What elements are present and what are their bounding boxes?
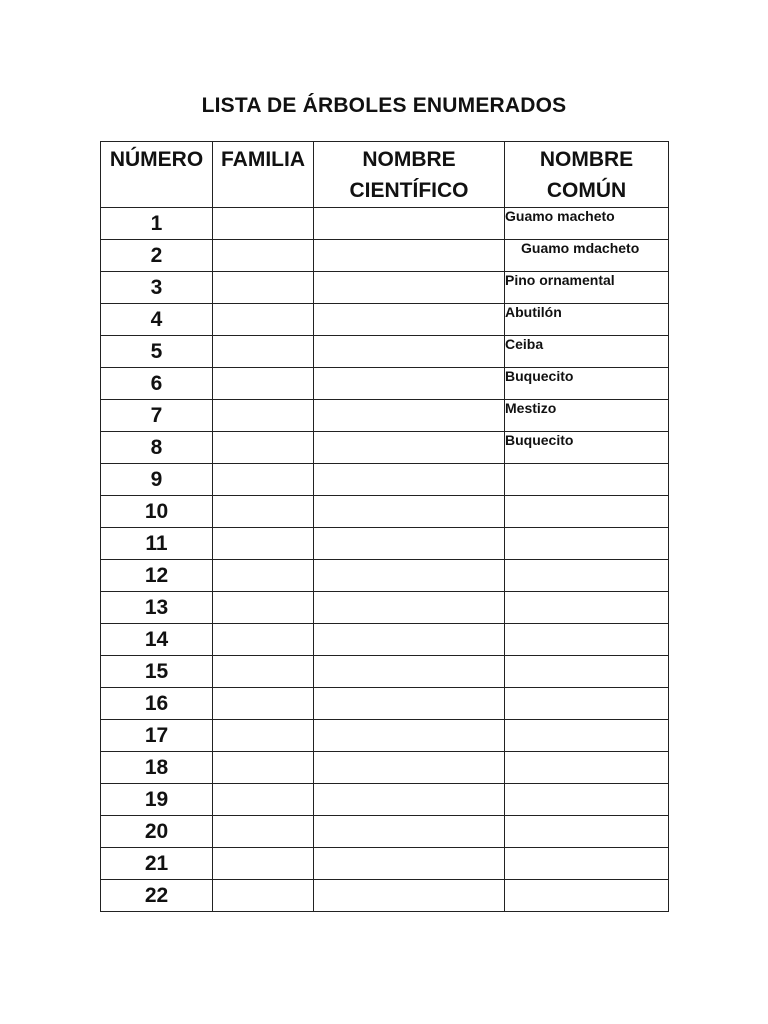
nombre-cientifico-cell [314,432,505,464]
page-title: LISTA DE ÁRBOLES ENUMERADOS [201,94,567,117]
table-row [101,880,669,912]
nombre-cientifico-cell [314,240,505,272]
numero-cell: 17 [101,720,213,752]
numero-cell: 10 [101,496,213,528]
nombre-cientifico-cell [314,720,505,752]
table-row [101,304,669,336]
nombre-cientifico-cell [314,304,505,336]
nombre-comun-cell: Guamo macheto [505,208,669,240]
nombre-comun-cell: Buquecito [505,432,669,464]
nombre-cientifico-cell [314,496,505,528]
header-nombre-comun-line1: NOMBRE [539,148,634,171]
familia-cell [213,496,314,528]
table-body [101,208,669,912]
table-row [101,848,669,880]
familia-cell [213,528,314,560]
familia-cell [213,336,314,368]
nombre-comun-cell [505,784,669,816]
numero-cell: 7 [101,400,213,432]
nombre-cientifico-cell [314,208,505,240]
table-row [101,368,669,400]
table-row [101,624,669,656]
nombre-comun-cell [505,816,669,848]
nombre-cientifico-cell [314,688,505,720]
table-row [101,336,669,368]
header-nombre-cientifico [314,142,505,208]
nombre-cientifico-cell [314,560,505,592]
table-row [101,752,669,784]
nombre-comun-cell: Pino ornamental [505,272,669,304]
numero-cell: 6 [101,368,213,400]
table-row [101,400,669,432]
table-row [101,272,669,304]
nombre-comun-cell [505,624,669,656]
header-nombre-cientifico-line1: NOMBRE [362,148,456,171]
nombre-cientifico-cell [314,336,505,368]
header-nombre-cientifico-line2: CIENTÍFICO [349,179,469,202]
numero-cell: 14 [101,624,213,656]
numero-cell: 1 [101,208,213,240]
nombre-cientifico-cell [314,848,505,880]
numero-cell: 5 [101,336,213,368]
familia-cell [213,560,314,592]
table-row [101,592,669,624]
familia-cell [213,656,314,688]
numero-cell: 20 [101,816,213,848]
familia-cell [213,208,314,240]
table-row [101,720,669,752]
familia-cell [213,624,314,656]
familia-cell [213,592,314,624]
familia-cell [213,240,314,272]
header-familia: FAMILIA [213,142,314,208]
familia-cell [213,784,314,816]
nombre-comun-cell [505,528,669,560]
nombre-comun-cell: Abutilón [505,304,669,336]
header-nombre-comun-line2: COMÚN [546,179,627,202]
familia-cell [213,464,314,496]
table-row [101,816,669,848]
familia-cell [213,304,314,336]
numero-cell: 16 [101,688,213,720]
numero-cell: 12 [101,560,213,592]
table-row [101,208,669,240]
familia-cell [213,816,314,848]
numero-cell: 9 [101,464,213,496]
nombre-cientifico-cell [314,880,505,912]
nombre-cientifico-cell [314,464,505,496]
familia-cell [213,400,314,432]
numero-cell: 8 [101,432,213,464]
numero-cell: 2 [101,240,213,272]
nombre-cientifico-cell [314,656,505,688]
nombre-comun-cell [505,464,669,496]
table-row [101,496,669,528]
numero-cell: 11 [101,528,213,560]
nombre-comun-cell [505,496,669,528]
nombre-comun-cell [505,880,669,912]
numero-cell: 4 [101,304,213,336]
nombre-comun-cell: Guamo mdacheto [505,240,669,272]
familia-cell [213,368,314,400]
numero-cell: 3 [101,272,213,304]
nombre-comun-cell: Ceiba [505,336,669,368]
table-row [101,656,669,688]
familia-cell [213,752,314,784]
nombre-cientifico-cell [314,816,505,848]
numero-cell: 15 [101,656,213,688]
familia-cell [213,272,314,304]
nombre-comun-cell [505,752,669,784]
nombre-comun-cell [505,688,669,720]
table-row [101,432,669,464]
nombre-cientifico-cell [314,592,505,624]
nombre-comun-cell [505,656,669,688]
numero-cell: 19 [101,784,213,816]
table-row [101,560,669,592]
header-nombre-comun [505,142,669,208]
table-row [101,240,669,272]
nombre-cientifico-cell [314,752,505,784]
nombre-comun-cell [505,592,669,624]
table-row [101,688,669,720]
table-row [101,784,669,816]
nombre-comun-cell: Mestizo [505,400,669,432]
nombre-cientifico-cell [314,784,505,816]
table-row [101,528,669,560]
nombre-comun-cell: Buquecito [505,368,669,400]
numero-cell: 21 [101,848,213,880]
trees-table [100,141,669,912]
numero-cell: 18 [101,752,213,784]
nombre-cientifico-cell [314,368,505,400]
familia-cell [213,688,314,720]
nombre-cientifico-cell [314,624,505,656]
familia-cell [213,848,314,880]
nombre-cientifico-cell [314,272,505,304]
familia-cell [213,432,314,464]
nombre-cientifico-cell [314,528,505,560]
nombre-comun-cell [505,560,669,592]
familia-cell [213,720,314,752]
table-row [101,464,669,496]
nombre-comun-cell [505,720,669,752]
nombre-comun-cell [505,848,669,880]
numero-cell: 22 [101,880,213,912]
header-numero: NÚMERO [101,142,213,208]
numero-cell: 13 [101,592,213,624]
familia-cell [213,880,314,912]
table-header-row [101,142,669,208]
nombre-cientifico-cell [314,400,505,432]
